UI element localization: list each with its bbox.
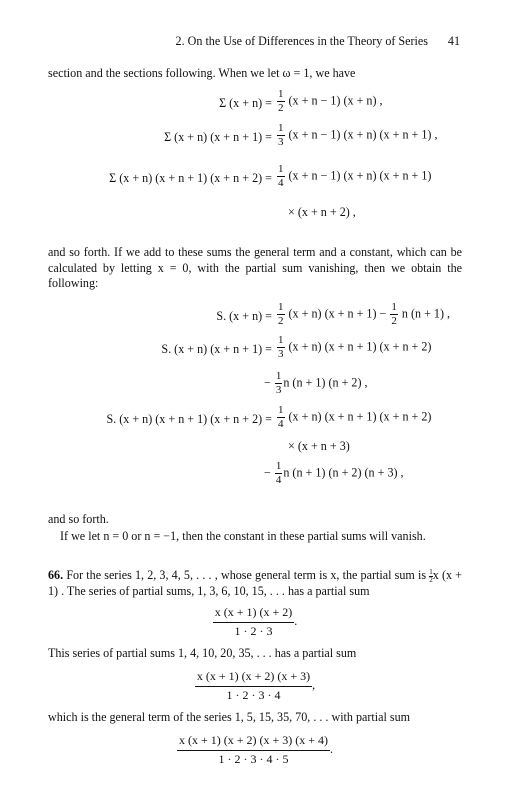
- expression: (x + n) (x + n + 1) (x + n + 2): [288, 409, 432, 424]
- page-number: 41: [447, 34, 460, 48]
- section-66-paragraph: [48, 568, 462, 599]
- fraction: $\frac{1}{3}$: [278, 122, 284, 148]
- expression: (x + n − 1) (x + n) (x + n + 1) ,: [288, 127, 438, 142]
- fraction: $\frac{1}{2}$: [278, 301, 284, 327]
- expression: (x + n) (x + n + 1) −: [288, 306, 387, 321]
- fraction: $\frac{1}{4}$: [275, 460, 282, 486]
- partial-sum-fraction-2: $\frac{x (x + 1) (x + 2) (x + 3)}{1 \cdot 2 \cdot 3 \cdot 4}$ ,: [196, 669, 316, 702]
- fraction: $\frac{1}{4}$: [278, 163, 284, 189]
- fraction: $\frac{1}{3}$: [275, 370, 282, 396]
- partial-eq-3-continuation-2: − $\frac{1}{4}$ n (n + 1) (n + 2) (n + 3) ,: [264, 460, 404, 486]
- sum-eq-1-lhs: Σ (x + n) =: [219, 96, 272, 110]
- book-page: [48, 0, 462, 800]
- sum-eq-2-rhs: [276, 123, 438, 148]
- chapter-title: 2. On the Use of Differences in the Theory of Series: [175, 34, 428, 48]
- paragraph-general-term-series: which is the general term of the series 1, 5, 15, 35, 70, . . . with partial sum: [48, 710, 411, 724]
- paragraph-and-so-forth: and so forth.: [48, 512, 109, 526]
- section-text: For the series 1, 2, 3, 4, 5, . . . , whose general term is x, the partial sum is: [66, 568, 427, 582]
- expression: n (n + 1) ,: [401, 306, 451, 321]
- fraction: $\frac{1}{3}$: [278, 334, 284, 360]
- sum-eq-2-lhs: Σ (x + n) (x + n + 1) =: [164, 130, 272, 144]
- section-text: x (x + 1) . The series of partial sums, 1, 3, 6, 10, 15, . . . has a partial sum: [48, 568, 463, 598]
- paragraph-general-term: and so forth. If we add to these sums the general term and a constant, which can be calculated by letting x = 0, with the partial sum vanishing, then we obtain the following:: [48, 245, 462, 291]
- fraction: $\frac{1}{4}$: [278, 404, 284, 430]
- expression: (x + n) (x + n + 1) (x + n + 2): [288, 339, 432, 354]
- running-header: [48, 34, 462, 50]
- sum-eq-3-rhs: [276, 164, 431, 189]
- partial-sum-fraction-1: $\frac{x (x + 1) (x + 2)}{1 \cdot 2 \cdot 3}$ .: [214, 605, 298, 638]
- partial-eq-3-lhs: S. (x + n) (x + n + 1) (x + n + 2) =: [106, 412, 272, 426]
- fraction: $\frac{1}{2}$: [278, 88, 284, 114]
- partial-sum-fraction-3: $\frac{x (x + 1) (x + 2) (x + 3) (x + 4)}{1 \cdot 2 \cdot 3 \cdot 4 \cdot 5}$ .: [178, 733, 334, 766]
- partial-eq-1-lhs: S. (x + n) =: [216, 309, 272, 323]
- partial-eq-2-lhs: S. (x + n) (x + n + 1) =: [161, 342, 272, 356]
- expression: (x + n − 1) (x + n) (x + n + 1): [288, 168, 432, 183]
- sum-eq-3-continuation: × (x + n + 2) ,: [288, 205, 356, 219]
- paragraph-series-partial: This series of partial sums 1, 4, 10, 20, 35, . . . has a partial sum: [48, 646, 357, 660]
- half-fraction: $\frac{1}{2}$: [429, 567, 433, 584]
- paragraph-vanish: If we let n = 0 or n = −1, then the constant in these partial sums will vanish.: [60, 529, 426, 543]
- partial-eq-2-rhs: [276, 335, 431, 360]
- sum-eq-1-rhs: [276, 89, 383, 114]
- partial-eq-3-continuation-1: × (x + n + 3): [288, 439, 350, 453]
- intro-line: section and the sections following. When we let ω = 1, we have: [48, 66, 356, 80]
- partial-eq-3-rhs: [276, 405, 431, 430]
- section-number: 66.: [48, 568, 64, 582]
- partial-eq-2-continuation: − $\frac{1}{3}$ n (n + 1) (n + 2) ,: [264, 370, 368, 396]
- sum-eq-3-lhs: Σ (x + n) (x + n + 1) (x + n + 2) =: [109, 171, 272, 185]
- partial-eq-1-rhs: [276, 302, 450, 327]
- expression: (x + n − 1) (x + n) ,: [288, 93, 383, 108]
- fraction: $\frac{1}{2}$: [391, 301, 397, 327]
